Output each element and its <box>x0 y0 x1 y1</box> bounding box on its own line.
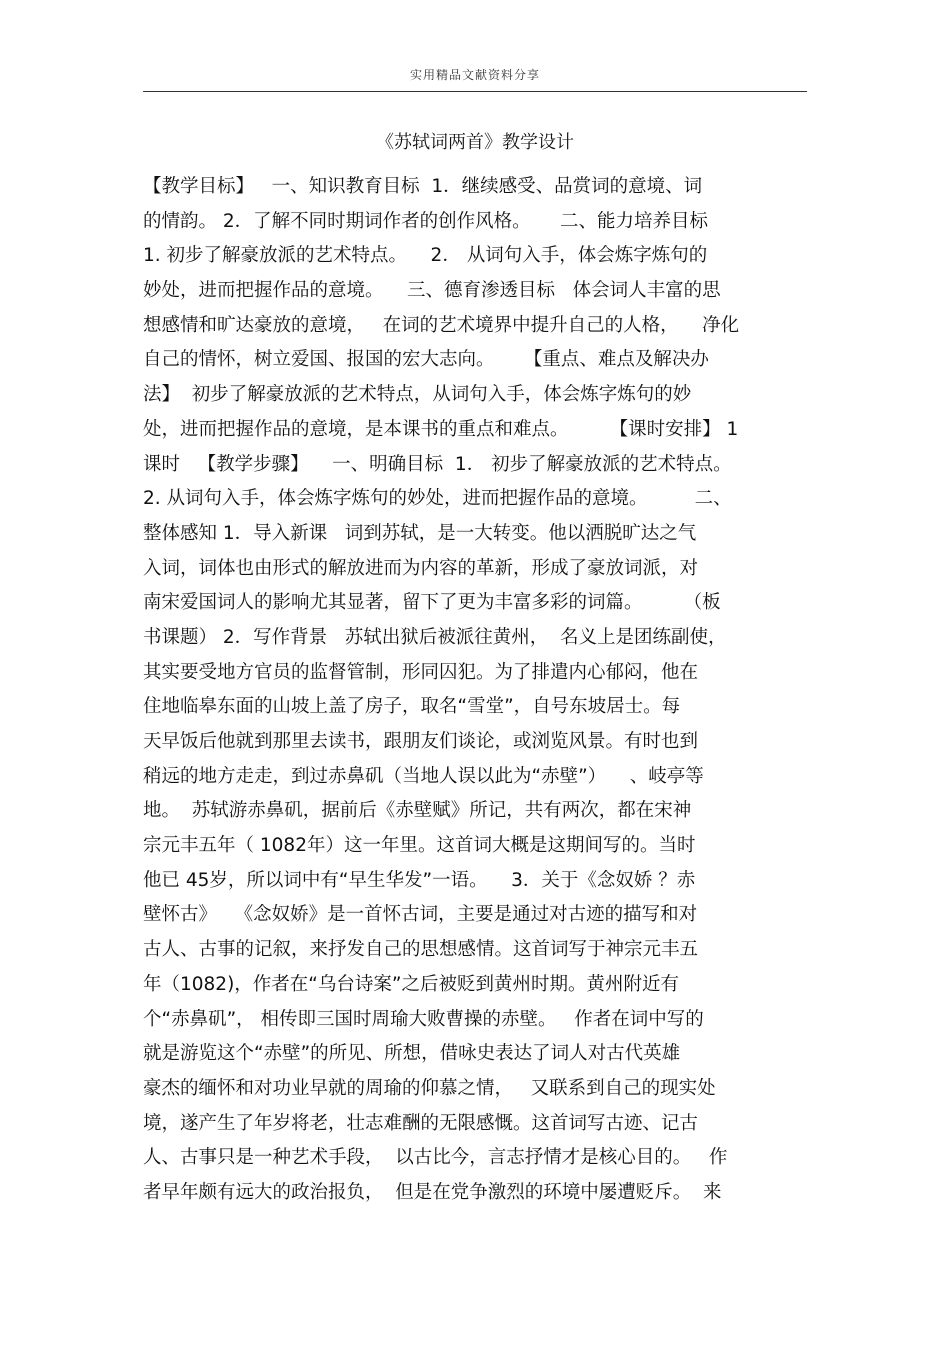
body-text-line: 处，进而把握作品的意境，是本课书的重点和难点。 【课时安排】 1 <box>143 418 739 440</box>
body-text-line: 他已 45岁，所以词中有“早生华发”一语。 3．关于《念奴娇 ？赤 <box>143 869 696 891</box>
body-text-line: 法】 初步了解豪放派的艺术特点，从词句入手，体会炼字炼句的妙 <box>143 384 692 406</box>
body-text-line: 宗元丰五年（ 1082年）这一年里。这首词大概是这期间写的。当时 <box>143 835 696 857</box>
page-header: 实用精品文献资料分享 <box>409 68 540 82</box>
body-text-line: 个“赤鼻矶”， 相传即三国时周瑜大败曹操的赤壁。 作者在词中写的 <box>143 1008 704 1030</box>
body-text-line: 课时 【教学步骤】 一、明确目标 1． 初步了解豪放派的艺术特点。 <box>143 453 732 475</box>
body-text-line: 壁怀古》 《念奴娇》是一首怀古词，主要是通过对古迹的描写和对 <box>143 904 698 926</box>
body-text-line: 1. 初步了解豪放派的艺术特点。 2． 从词句入手，体会炼字炼句的 <box>143 245 708 267</box>
body-text-line: 者早年颇有远大的政治报负， 但是在党争激烈的环境中屡遭贬斥。 来 <box>143 1181 722 1203</box>
body-text-line: 想感情和旷达豪放的意境， 在词的艺术境界中提升自己的人格， 净化 <box>143 314 740 336</box>
body-text-line: 稍远的地方走走，到过赤鼻矶（当地人误以此为“赤壁”） 、岐亭等 <box>143 765 704 787</box>
body-text-line: 地。 苏轼游赤鼻矶，据前后《赤壁赋》所记，共有两次，都在宋神 <box>143 800 692 822</box>
body-text-line: 妙处，进而把握作品的意境。 三、德育渗透目标 体会词人丰富的思 <box>143 280 721 302</box>
body-text-line: 的情韵。 2．了解不同时期词作者的创作风格。 二、能力培养目标 <box>143 210 709 232</box>
body-text-line: 年（1082)，作者在“乌台诗案”之后被贬到黄州时期。黄州附近有 <box>143 973 679 995</box>
body-text-line: 就是游览这个“赤壁”的所见、所想，借咏史表达了词人对古代英雄 <box>143 1043 681 1065</box>
body-text-line: 南宋爱国词人的影响尤其显著，留下了更为丰富多彩的词篇。 （板 <box>143 592 721 614</box>
body-text-line: 书课题） 2．写作背景 苏轼出狱后被派往黄州， 名义上是团练副使， <box>143 626 727 648</box>
body-text-line: 其实要受地方官员的监督管制，形同囚犯。为了排遣内心郁闷，他在 <box>143 661 699 683</box>
body-text-line: 豪杰的缅怀和对功业早就的周瑜的仰慕之情， 又联系到自己的现实处 <box>143 1077 716 1099</box>
body-text-line: 古人、古事的记叙，来抒发自己的思想感情。这首词写于神宗元丰五 <box>143 939 699 961</box>
body-text-line: 境，遂产生了年岁将老，壮志难酬的无限感慨。这首词写古迹、记古 <box>143 1112 699 1134</box>
body-text-line: 住地临皋东面的山坡上盖了房子，取名“雪堂”，自号东坡居士。每 <box>143 696 681 718</box>
body-text-line: 整体感知 1．导入新课 词到苏轼，是一大转变。他以洒脱旷达之气 <box>143 522 697 544</box>
body-text-line: 天早饭后他就到那里去读书，跟朋友们谈论，或浏览风景。有时也到 <box>143 731 699 752</box>
body-text-line: 自己的情怀，树立爱国、报国的宏大志向。 【重点、难点及解决办 <box>143 349 709 371</box>
body-text-line: 人、古事只是一种艺术手段， 以古比今，言志抒情才是核心目的。 作 <box>143 1147 728 1169</box>
header-divider <box>143 91 807 92</box>
body-text-line: 【教学目标】 一、知识教育目标 1．继续感受、品赏词的意境、词 <box>143 176 703 197</box>
document-body <box>143 170 823 1211</box>
body-text-line: 入词，词体也由形式的解放进而为内容的革新，形成了豪放词派，对 <box>143 557 699 579</box>
body-text-line: 2. 从词句入手，体会炼字炼句的妙处，进而把握作品的意境。 二、 <box>143 488 732 510</box>
document-title: 《苏轼词两首》教学设计 <box>376 132 574 153</box>
